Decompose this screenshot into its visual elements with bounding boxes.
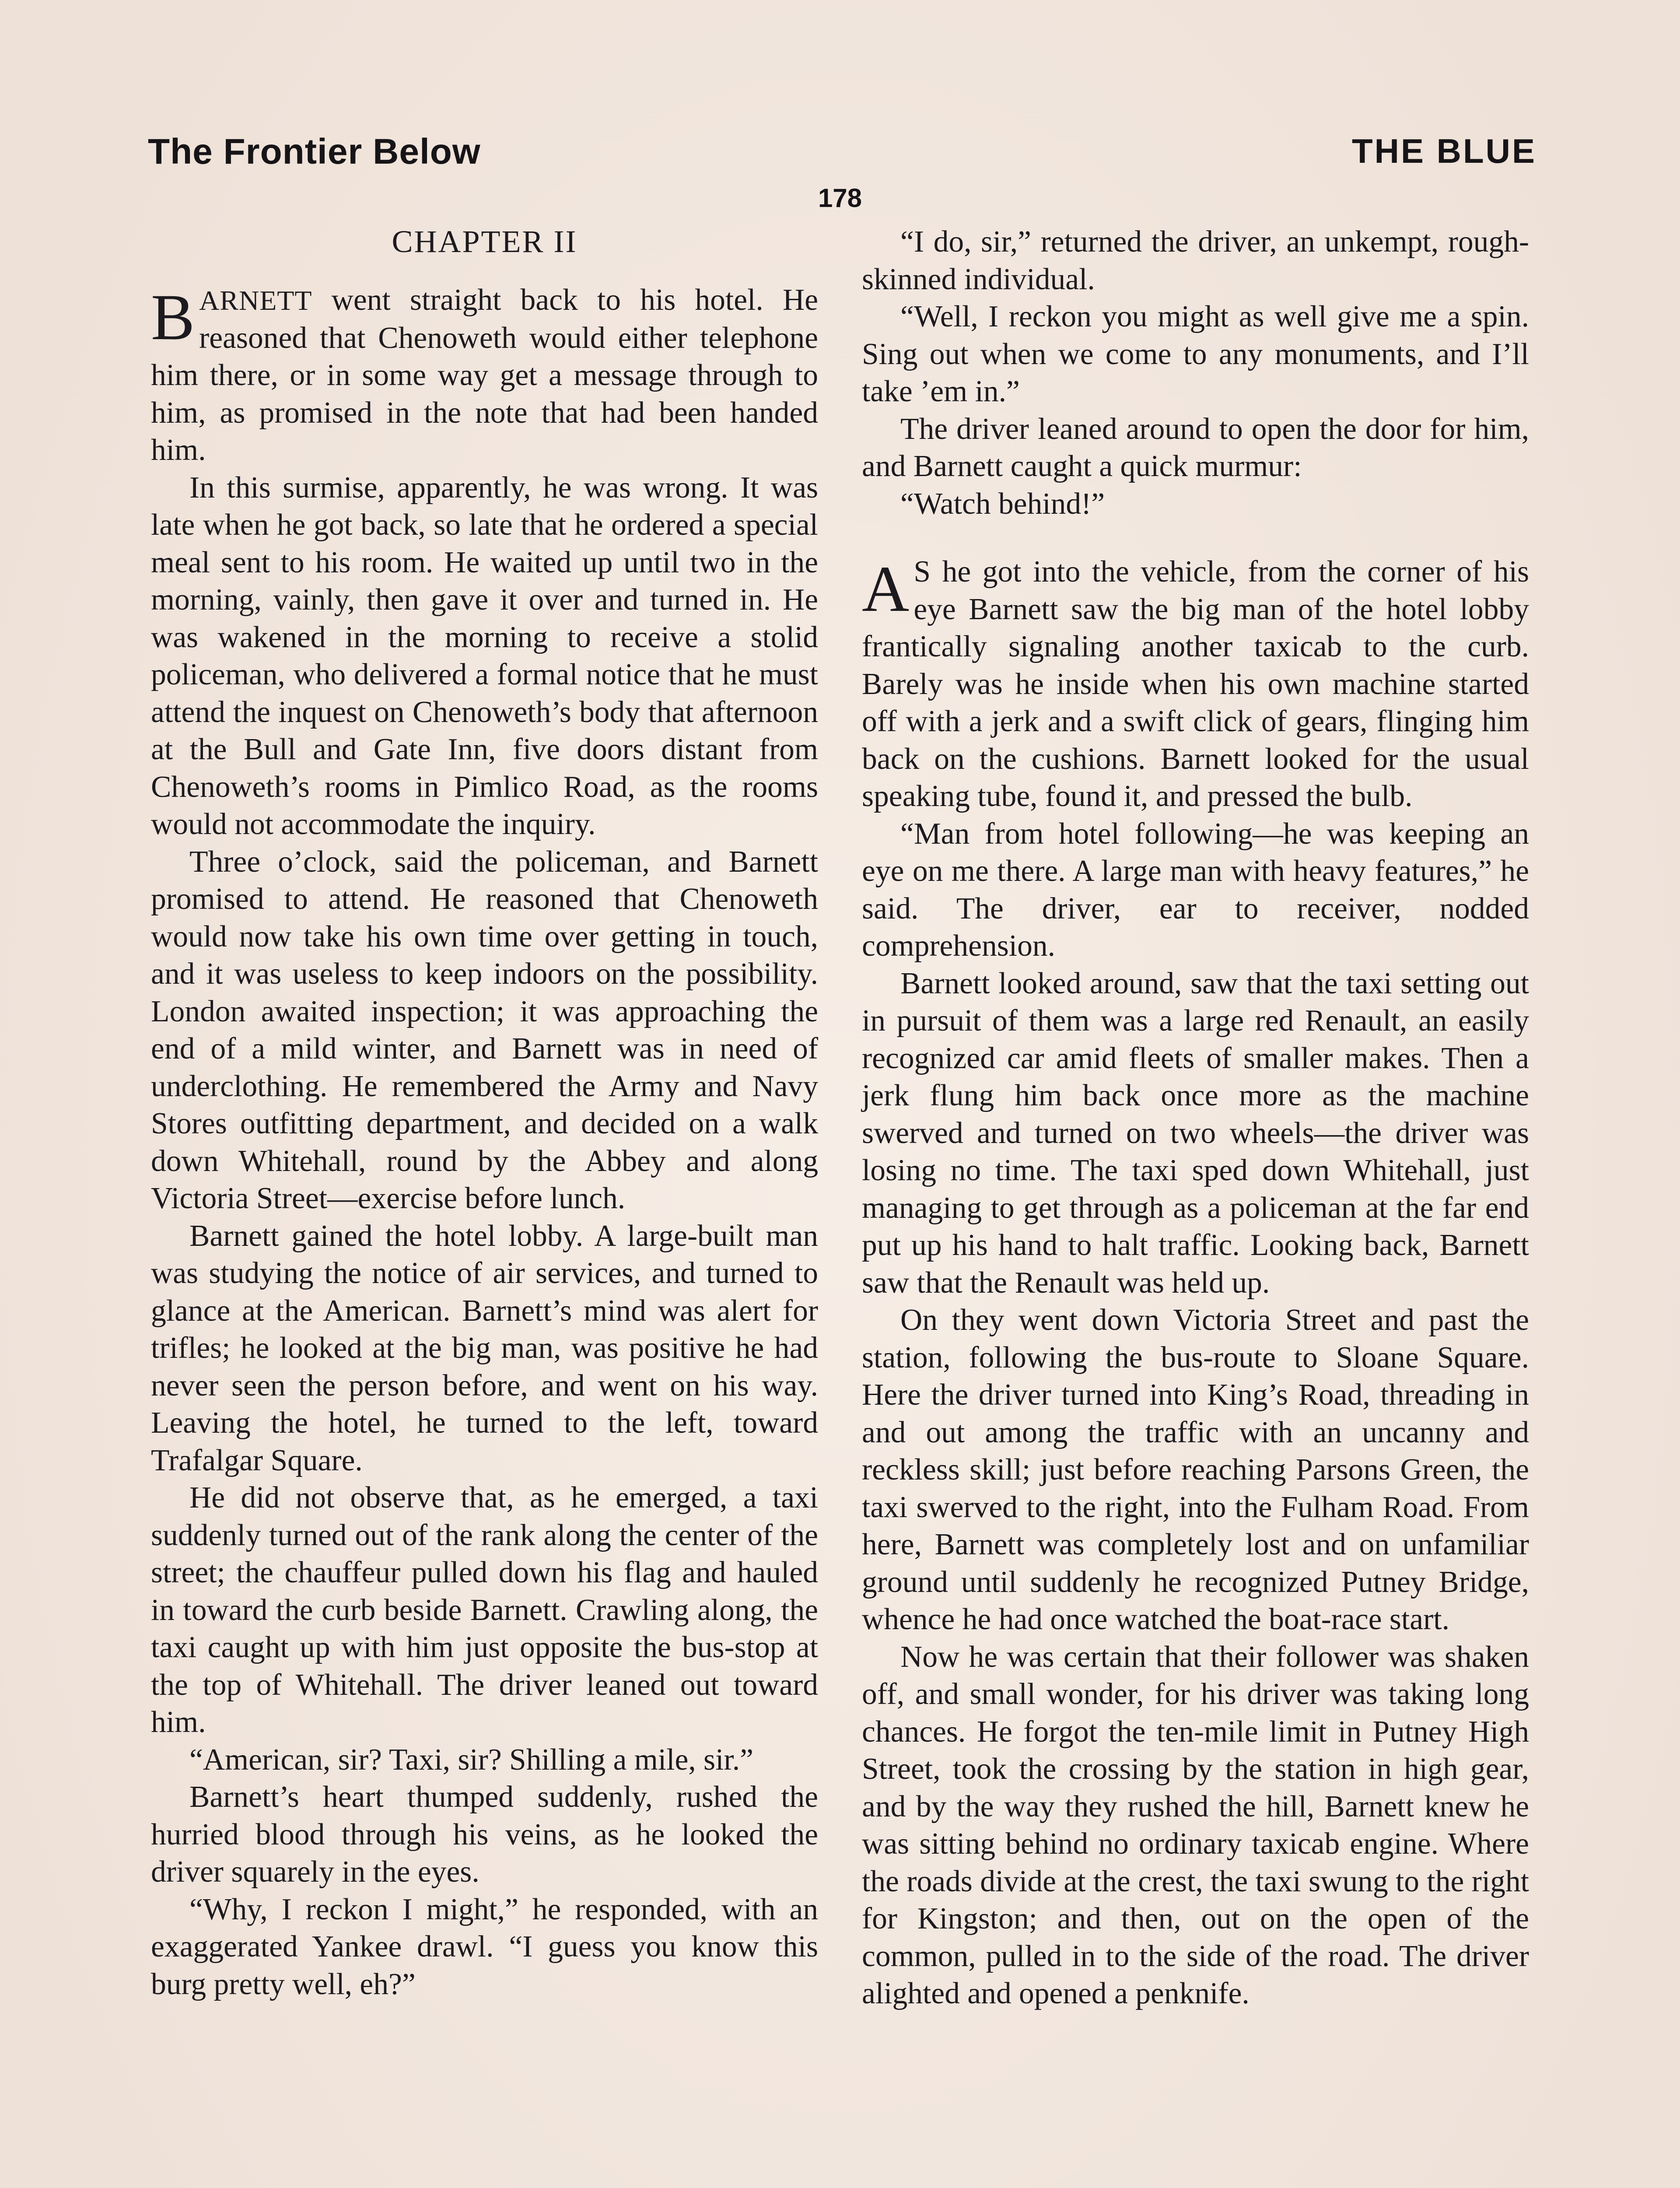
opening-smallcaps: ARNETT bbox=[199, 285, 312, 316]
paragraph: The driver leaned around to open the door for him, and Barnett caught a quick murmur: bbox=[862, 412, 1529, 483]
magazine-title: THE BLUE bbox=[1352, 132, 1536, 170]
paragraph: “American, sir? Taxi, sir? Shilling a mile, sir.” bbox=[189, 1743, 753, 1777]
opening-paragraph bbox=[151, 281, 818, 469]
chapter-heading: CHAPTER II bbox=[392, 224, 578, 259]
paragraph: He did not observe that, as he emerged, a taxi suddenly turned out of the rank along the center of the street; the chauffeur pulled down his flag and hauled in toward the curb beside Barnett. Crawling along, the taxi caught up with him just opposite the bus-stop at the top of Whitehall. The driver leaned out toward him. bbox=[151, 1481, 818, 1739]
page-number: 178 bbox=[818, 183, 862, 213]
section-drop-cap: A bbox=[862, 553, 910, 625]
story-title: The Frontier Below bbox=[148, 132, 481, 172]
paragraph: “Well, I reckon you might as well give me a spin. Sing out when we come to any monuments, and I’ll take ’em in.” bbox=[862, 300, 1529, 408]
opening-text: went straight back to his hotel. He reasoned that Chenoweth would either telephone him there, or in some way get a message through to him, as promised in the note that had been handed him. bbox=[151, 283, 818, 467]
paragraph: “I do, sir,” returned the driver, an unkempt, rough-skinned individual. bbox=[862, 225, 1529, 296]
paragraph: Barnett looked around, saw that the taxi setting out in pursuit of them was a large red Renault, an easily recognized car amid fleets of smaller makes. Then a jerk flung him back once more as the machine swerved and turned on two wheels—the driver was losing no time. The taxi sped down Whitehall, just managing to get through as a policeman at the far end put up his hand to halt traffic. Looking back, Barnett saw that the Renault was held up. bbox=[862, 966, 1529, 1300]
paragraph: Barnett’s heart thumped suddenly, rushed the hurried blood through his veins, as he looked the driver squarely in the eyes. bbox=[151, 1780, 818, 1889]
paragraph: “Why, I reckon I might,” he responded, with an exaggerated Yankee drawl. “I guess you know this burg pretty well, eh?” bbox=[151, 1892, 818, 2001]
paragraph: In this surmise, apparently, he was wrong. It was late when he got back, so late that he ordered a special meal sent to his room. He waited up until two in the morning, vainly, then gave it over and turned in. He was wakened in the morning to receive a stolid policeman, who delivered a formal notice that he must attend the inquest on Chenoweth’s body that afternoon at the Bull and Gate Inn, five doors distant from Chenoweth’s rooms in Pimlico Road, as the rooms would not accommodate the inquiry. bbox=[151, 470, 818, 841]
paragraph: Barnett gained the hotel lobby. A large-built man was studying the notice of air services, and turned to glance at the American. Barnett’s mind was alert for trifles; he looked at the big man, was positive he had never seen the person before, and went on his way. Leaving the hotel, he turned to the left, toward Trafalgar Square. bbox=[151, 1219, 818, 1477]
left-text-column bbox=[151, 223, 818, 2003]
section-break bbox=[862, 522, 1529, 553]
paragraph: On they went down Victoria Street and past the station, following the bus-route to Sloane Square. Here the driver turned into King’s Road, threading in and out among the traffic with an uncanny and reckless skill; just before reaching Parsons Green, the taxi swerved to the right, into the Fulham Road. From here, Barnett was completely lost and on unfamiliar ground until suddenly he recognized Putney Bridge, whence he had once watched the boat-race start. bbox=[862, 1303, 1529, 1636]
section-opening-text: S he got into the vehicle, from the corner of his eye Barnett saw the big man of the hotel lobby frantically signaling another taxicab to the curb. Barely was he inside when his own machine started off with a jerk and a swift click of gears, flinging him back on the cushions. Barnett looked for the usual speaking tube, found it, and pressed the bulb. bbox=[862, 555, 1529, 813]
right-text-column bbox=[862, 223, 1529, 2013]
paragraph: Now he was certain that their follower was shaken off, and small wonder, for his driver was taking long chances. He forgot the ten-mile limit in Putney High Street, took the crossing by the station in high gear, and by the way they rushed the hill, Barnett knew he was sitting behind no ordinary taxicab engine. Where the roads divide at the crest, the taxi swung to the right for Kingston; and then, out on the open of the common, pulled in to the side of the road. The driver alighted and opened a penknife. bbox=[862, 1640, 1529, 2010]
paragraph: Three o’clock, said the policeman, and Barnett promised to attend. He reasoned that Chenoweth would now take his own time over getting in touch, and it was useless to keep indoors on the possibility. London awaited inspection; it was approaching the end of a mild winter, and Barnett was in need of underclothing. He remembered the Army and Navy Stores outfitting department, and decided on a walk down Whitehall, round by the Abbey and along Victoria Street—exercise before lunch. bbox=[151, 845, 818, 1215]
section-opening-paragraph bbox=[862, 553, 1529, 815]
paragraph: “Watch behind!” bbox=[900, 487, 1105, 521]
drop-cap: B bbox=[151, 281, 195, 354]
paragraph: “Man from hotel following—he was keeping an eye on me there. A large man with heavy features,” he said. The driver, ear to receiver, nodded comprehension. bbox=[862, 817, 1529, 963]
